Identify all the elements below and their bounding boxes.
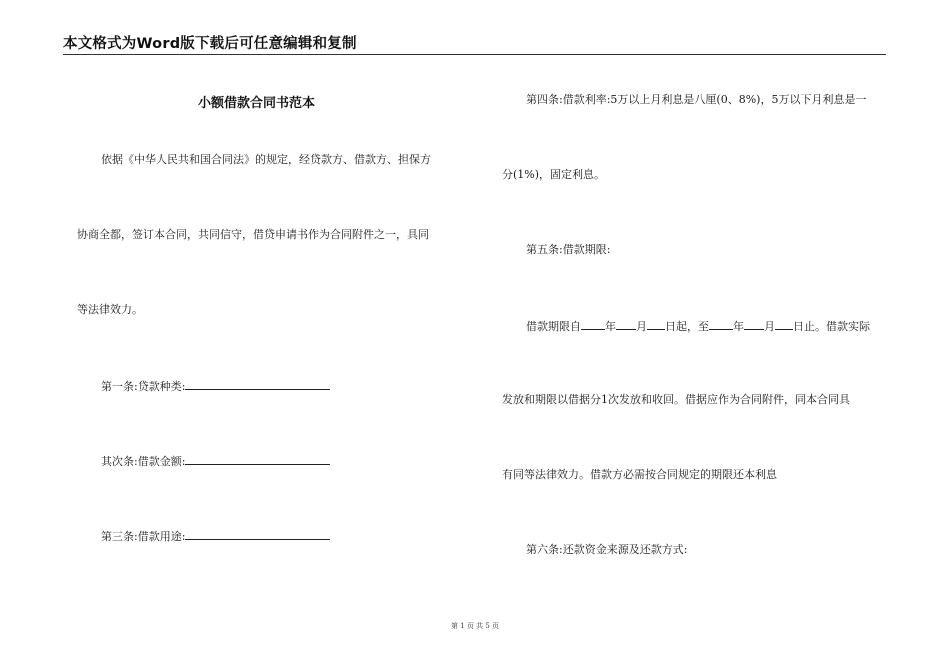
term-end-year-blank (709, 318, 733, 330)
intro-line-1: 依据《中华人民共和国合同法》的规定，经贷款方、借款方、担保方 (101, 153, 431, 166)
right-column (475, 0, 950, 672)
clause-5-label: 第五条:借款期限: (526, 243, 611, 256)
clause-1-label: 第一条:贷款种类: (101, 380, 186, 393)
clause-2-label: 其次条:借款金额: (101, 455, 186, 468)
term-line-2: 发放和期限以借据分1次发放和收回。借据应作为合同附件，同本合同具 (502, 393, 850, 406)
clause-3-blank (185, 528, 330, 540)
clause-4-line-1: 第四条:借款利率:5万以上月利息是八厘(0、8%)，5万以下月利息是一 (526, 93, 867, 106)
clause-4-line-2: 分(1%)，固定利息。 (502, 168, 606, 181)
term-end-month-unit: 月 (764, 320, 775, 333)
term-end-year-unit: 年 (733, 320, 744, 333)
term-start-year-unit: 年 (605, 320, 616, 333)
term-line-1 (526, 318, 870, 334)
intro-line-2: 协商全都，签订本合同，共同信守，借贷申请书作为合同附件之一，具同 (77, 228, 429, 241)
term-start-day-unit: 日起，至 (665, 320, 709, 333)
page-footer: 第 1 页 共 5 页 (450, 622, 500, 630)
term-end-month-blank (744, 318, 764, 330)
clause-6-label: 第六条:还款资金来源及还款方式: (526, 543, 688, 556)
document-title: 小额借款合同书范本 (198, 96, 316, 111)
clause-3-label: 第三条:借款用途: (101, 530, 186, 543)
term-start-month-unit: 月 (636, 320, 647, 333)
term-line-3: 有同等法律效力。借款方必需按合同规定的期限还本利息 (502, 468, 777, 481)
intro-line-3: 等法律效力。 (77, 303, 143, 316)
term-start-day-blank (647, 318, 665, 330)
clause-2-row (101, 453, 330, 469)
clause-3-row (101, 528, 330, 544)
term-end-day-unit: 日止。借款实际 (793, 320, 870, 333)
clause-1-blank (185, 378, 330, 390)
clause-1-row (101, 378, 330, 394)
term-prefix: 借款期限自 (526, 320, 581, 333)
term-start-month-blank (616, 318, 636, 330)
term-start-year-blank (581, 318, 605, 330)
clause-2-blank (185, 453, 330, 465)
term-end-day-blank (775, 318, 793, 330)
page-header-text: 本文格式为Word版下载后可任意编辑和复制 (63, 36, 357, 52)
